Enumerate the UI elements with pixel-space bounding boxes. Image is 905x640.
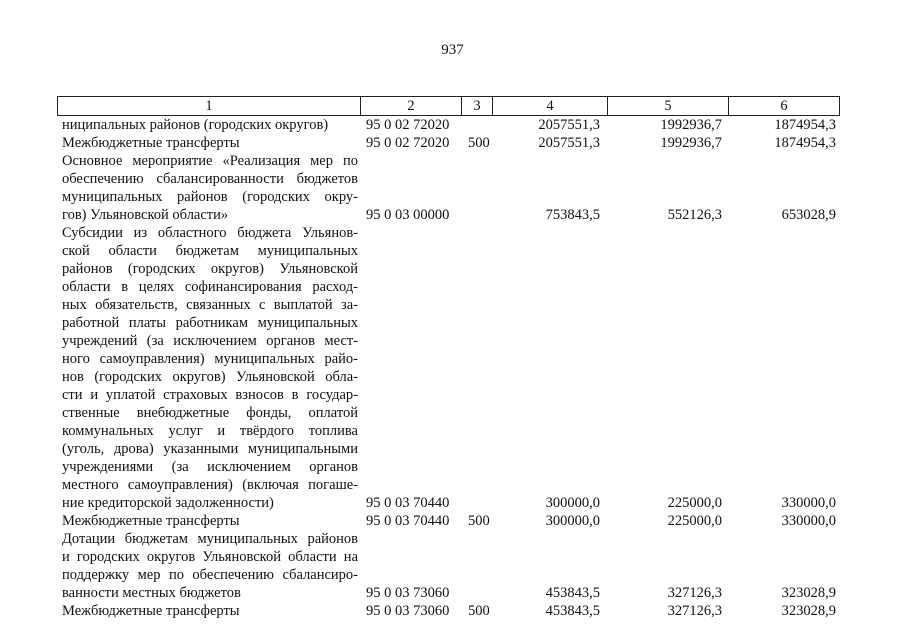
row-description-line: ных обязательств, связанных с выплатой за- <box>62 297 358 313</box>
row-description-line: Межбюджетные трансферты <box>62 135 240 151</box>
row-description-line: Дотации бюджетам муниципальных районов <box>62 531 358 547</box>
row-value-col5: 552126,3 <box>667 207 722 223</box>
row-description-line: ние кредиторской задолженности) <box>62 495 274 511</box>
row-description-line: ской области бюджетам муниципальных <box>62 243 358 259</box>
row-description-line: работной платы работникам муниципальных <box>62 315 358 331</box>
row-value-col5: 1992936,7 <box>660 135 722 151</box>
row-description-line: области в целях софинансирования расход- <box>62 279 358 295</box>
row-description-line: муниципальных районов (городских окру- <box>62 189 358 205</box>
row-description-line: и городских округов Ульяновской области на <box>62 549 358 565</box>
row-expense-type: 500 <box>468 135 490 151</box>
row-description-line: гов) Ульяновской области» <box>62 207 229 223</box>
row-value-col6: 330000,0 <box>781 495 836 511</box>
row-description-line: Межбюджетные трансферты <box>62 513 240 529</box>
row-value-col5: 1992936,7 <box>660 117 722 133</box>
row-value-col6: 653028,9 <box>781 207 836 223</box>
row-expense-type: 500 <box>468 603 490 619</box>
column-header-5: 5 <box>608 97 729 115</box>
row-value-col4: 453843,5 <box>545 603 600 619</box>
row-description-line: ственные внебюджетные фонды, оплатой <box>62 405 358 421</box>
row-description-line: районов (городских округов) Ульяновской <box>62 261 358 277</box>
row-value-col5: 225000,0 <box>667 513 722 529</box>
row-code: 95 0 03 70440 <box>366 513 450 529</box>
row-value-col5: 225000,0 <box>667 495 722 511</box>
row-description-line: Субсидии из областного бюджета Ульянов- <box>62 225 358 241</box>
row-value-col4: 453843,5 <box>545 585 600 601</box>
row-code: 95 0 03 73060 <box>366 585 450 601</box>
row-description-line: ного самоуправления) муниципальных райо- <box>62 351 358 367</box>
row-value-col6: 1874954,3 <box>774 135 836 151</box>
row-description-line: (уголь, дрова) указанными муниципальными <box>62 441 358 457</box>
row-description-line: коммунальных услуг и твёрдого топлива <box>62 423 358 439</box>
row-description-line: местного самоуправления) (включая погаше- <box>62 477 358 493</box>
row-code: 95 0 03 73060 <box>366 603 450 619</box>
row-code: 95 0 03 00000 <box>366 207 450 223</box>
row-expense-type: 500 <box>468 513 490 529</box>
row-value-col6: 323028,9 <box>781 585 836 601</box>
column-header-2: 2 <box>361 97 462 115</box>
row-description-line: сти и уплатой страховых взносов в государ- <box>62 387 358 403</box>
row-value-col6: 1874954,3 <box>774 117 836 133</box>
row-description-line: поддержку мер по обеспечению сбалансиро- <box>62 567 358 583</box>
row-value-col4: 300000,0 <box>545 513 600 529</box>
page-number: 937 <box>441 42 464 58</box>
column-header-6: 6 <box>729 97 840 115</box>
row-code: 95 0 03 70440 <box>366 495 450 511</box>
row-value-col6: 323028,9 <box>781 603 836 619</box>
row-description-line: учреждений (за исключением органов мест- <box>62 333 358 349</box>
row-description-line: учреждениями (за исключением органов <box>62 459 358 475</box>
column-header-3: 3 <box>462 97 493 115</box>
row-description-line: Основное мероприятие «Реализация мер по <box>62 153 358 169</box>
row-value-col4: 2057551,3 <box>538 135 600 151</box>
row-description-line: ванности местных бюджетов <box>62 585 241 601</box>
row-description-line: нов (городских округов) Ульяновской обла- <box>62 369 358 385</box>
row-code: 95 0 02 72020 <box>366 135 450 151</box>
row-value-col4: 2057551,3 <box>538 117 600 133</box>
row-description-line: Межбюджетные трансферты <box>62 603 240 619</box>
row-description-line: обеспечению сбалансированности бюджетов <box>62 171 358 187</box>
row-value-col5: 327126,3 <box>667 603 722 619</box>
row-value-col6: 330000,0 <box>781 513 836 529</box>
row-value-col5: 327126,3 <box>667 585 722 601</box>
row-description-line: ниципальных районов (городских округов) <box>62 117 329 133</box>
column-header-4: 4 <box>493 97 608 115</box>
row-code: 95 0 02 72020 <box>366 117 450 133</box>
row-value-col4: 300000,0 <box>545 495 600 511</box>
row-value-col4: 753843,5 <box>545 207 600 223</box>
column-header-1: 1 <box>58 97 361 115</box>
